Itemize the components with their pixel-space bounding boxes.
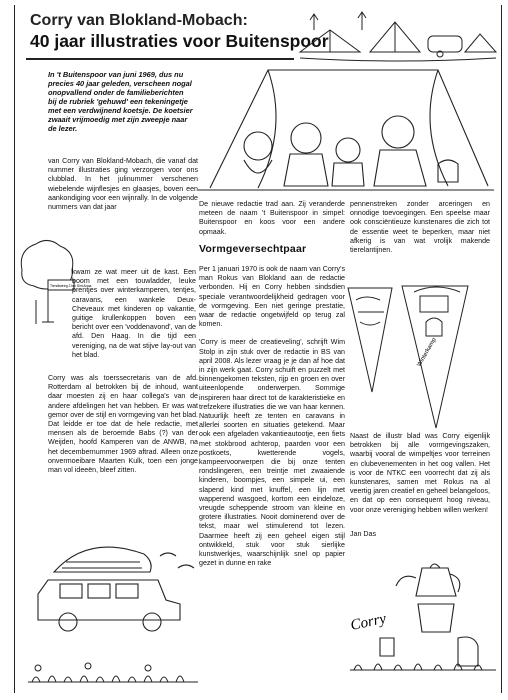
author-name: Jan Das [350,530,377,538]
article-title: 40 jaar illustraties voor Buitenspoor [30,31,329,51]
tent-children-illustration [198,68,494,196]
col2-paragraph-3: 'Corry is meer de creatieveling', schrijft Wim Stolp in zijn stuk over de redactie in BS van april 2008. Als lezer vraag je je dan af hoe dat in zijn werk gaat. Corry schuift en puzzelt met binnengekomen teksten, rijp en groen en over uiteenlopende onderwerpen. Sommige inspireren haar direct tot de karakteristieke en trefzekere illustraties die we van haar kennen. Natuurlijk heeft ze tenten en caravans in allerlei soorten en situaties getekend. Maar ook een afgeladen vakantieautootje, een fiets met stokbrood achterop, paarden voor een postkoets, kwetterende vogels, kampeervoorwerpen die bij onze tenten rondslingeren, een treintje met zwaaiende kinderen, boompjes, een simpele ui, een slapend kind met knuffel, een lijn met wapperend wasgoed, kortom een eindeloze, vreugde scheppende stroom van kleine en grotere illustraties. Nooit dominerend over de tekst, maar wel stimulerend tot lezen. Daarmee heeft zij een geheel eigen stijl ontwikkeld, stuk voor stuk sierlijke kunstwerkjes, waarschijnlijk snel op papier gezet in dunne en rake [199,338,345,568]
column-1-text-middle [72,268,196,369]
intro-paragraph: In 't Buitenspoor van juni 1969, dus nu precies 40 jaar geleden, verscheen nogal onopvallend onder de familieberichten bij de rubriek 'gehuwd' een tekeningetje met een verdwijnend koetsje. De koetsier zwaait vrijmoedig met zijn zweepje naar de lezer. [48,70,193,133]
column-3-text-top [350,200,490,264]
corry-signature: Corry [349,610,388,634]
col1-paragraph-3: Corry was als toerssecretaris van de afd. Rotterdam al betrokken bij de inhoud, want daar moesten zij en haar collega's van de andere afdelingen het van hebben. Er was wat gemor over de stijl en vormgeving van het blad. Dat leidde er toe dat de hele redactie, met mensen als de beroemde Babs (?) van der Weijden, hoofd Kamperen van de ANWB, na het decembernummer 1969 aftrad. Alleen onze onvermoeibare Maarten Kulk, toen een jonge man vol ideeën, bleef zitten. [48,374,198,475]
column-1-text-top [48,157,198,221]
campsite-skyline-illustration [300,12,496,72]
col2-paragraph-1: De nieuwe redactie trad aan. Zij veranderde meteen de naam 't Buitenspoor in simpel: Buitenspoor en koos voor een andere opmaak. [199,200,345,236]
col1-paragraph-2: kwam ze wat meer uit de kast. Een boom met een touwladder, leuke prentjes over winterkamperen, tentjes, caravans, een wankele Deux-Cheveaux met kinderen op vakantie, guitige krullenkoppen boven een bericht over een 'voddenavond', van de afd. Den Haag. In die tijd een vereniging, na de wat stijve lay-out van het blad. [72,268,196,359]
grass-border-left [28,652,198,688]
signpost-text: Tiendtsteeg 2 km Sint Anna [50,284,92,288]
column-1-text-bottom [48,374,198,484]
pennant-text: Winterkamp [416,337,438,368]
column-2-text-main [199,265,345,578]
column-2-text-top [199,200,345,246]
article-kicker: Corry van Blokland-Mobach: [30,12,248,29]
signature-kettle-illustration [350,548,496,688]
column-3-text-bottom [350,432,490,524]
article-header [30,12,329,52]
col2-paragraph-2: Per 1 januari 1970 is ook de naam van Corry's man Rokus van Blokland aan de redactie verbonden. Hij en Corry hebben sindsdien speciale verantwoordelijkheid gedragen voor de vormgeving. Een niet geringe prestatie, waar de redactie ongetwijfeld op terug zal komen. [199,265,345,329]
subheading-vormgeversechtpaar: Vormgeversechtpaar [199,243,307,255]
title-rule [26,58,294,60]
tree-signpost-illustration [18,240,92,326]
col1-paragraph-1: van Corry van Blokland-Mobach, die vanaf dat nummer illustraties ging verzorgen voor ons clubblad. In het julinummer verschenen wiebelende wijnflesjes en glaasjes, boven een aankondiging voor een wijnrally. In de volgende nummers van dat jaar [48,157,198,212]
car-luggage-illustration [28,528,200,636]
col3-paragraph-2: Naast de illustr blad was Corry eigenlijk betrokken bij alle vormgevingszaken, waarbij vooral de wimpeltjes voor terreinen en clubevenementen in het oog vallen. Het is voor de NTKC een voorrecht dat zij als kunstenares, samen met Rokus na al veertig jaren creatief en geheel belangeloos, en dat op een consequent hoog niveau, voor onze vereniging hebben willen werken! [350,432,490,514]
col3-paragraph-1: pennenstreken zonder arceringen en onnodige toevoegingen. Een speelse maar ook consciëntieuze kunstenares die zich tot de essentie weet te beperken, maar niet afkerig is van wat vrolijk makende tierelantijnen. [350,200,490,255]
pennants-illustration [344,282,484,432]
